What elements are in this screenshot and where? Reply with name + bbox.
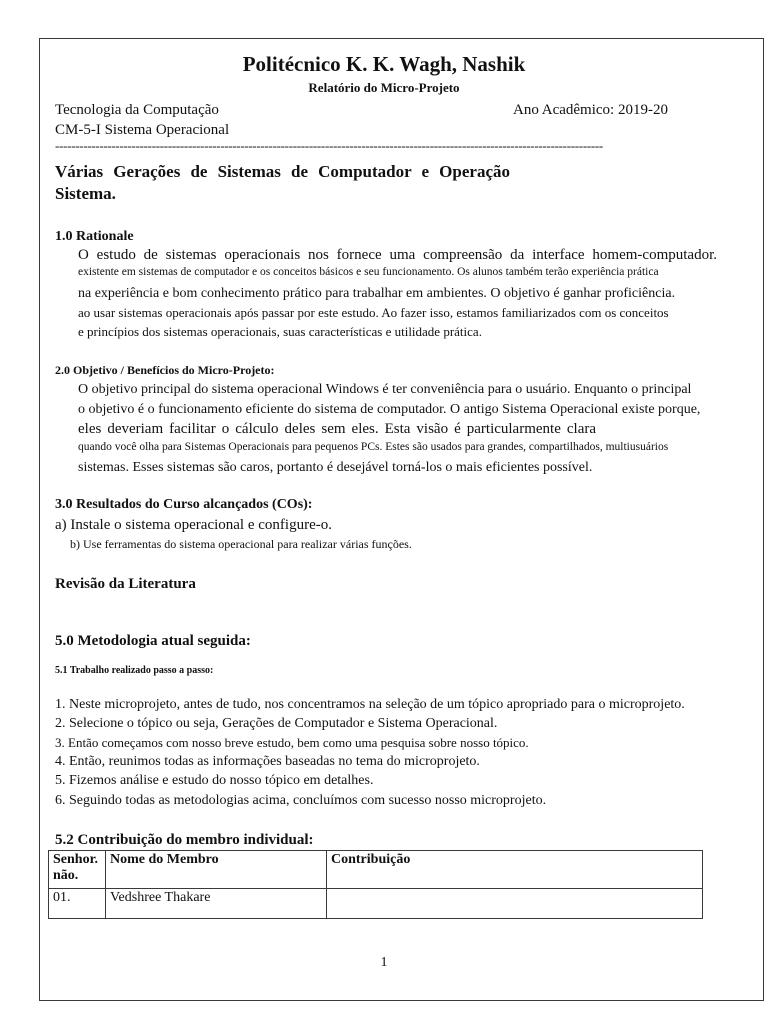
cell-member-name: Vedshree Thakare xyxy=(106,889,327,919)
cell-serial: 01. xyxy=(49,889,106,919)
step-2: 2. Selecione o tópico ou seja, Gerações de Computador e Sistema Operacional. xyxy=(55,716,498,731)
methodology-heading: 5.0 Metodologia atual seguida: xyxy=(55,633,251,649)
rationale-line-1: O estudo de sistemas operacionais nos fornece uma compreensão da interface homem-computador. xyxy=(78,247,717,263)
objective-line-1: O objetivo principal do sistema operacional Windows é ter conveniência para o usuário. Enquanto o principal xyxy=(78,382,692,397)
separator-line: ---------------------------------------------------------------------------------------------------------------------------------------- xyxy=(55,138,603,153)
topic-title xyxy=(55,161,510,205)
contribution-table xyxy=(48,850,703,919)
objective-line-4: quando você olha para Sistemas Operacionais para pequenos PCs. Estes são usados para grandes, compartilhados, multiusuários xyxy=(78,441,669,453)
objective-line-2: o objetivo é o funcionamento eficiente do sistema de computador. O antigo Sistema Operacional existe porque, xyxy=(78,402,701,417)
step-1: 1. Neste microprojeto, antes de tudo, nos concentramos na seleção de um tópico apropriado para o microprojeto. xyxy=(55,697,685,712)
rationale-line-3: na experiência e bom conhecimento prático para trabalhar em ambientes. O objetivo é ganhar proficiência. xyxy=(78,286,676,301)
objective-heading: 2.0 Objetivo / Benefícios do Micro-Projeto: xyxy=(55,363,275,377)
methodology-subheading: 5.1 Trabalho realizado passo a passo: xyxy=(55,665,214,676)
course-label: CM-5-I Sistema Operacional xyxy=(55,122,230,138)
contribution-heading: 5.2 Contribuição do membro individual: xyxy=(55,832,314,848)
rationale-line-2: existente em sistemas de computador e os conceitos básicos e seu funcionamento. Os alunos também terão experiência prática xyxy=(78,266,659,278)
academic-year: Ano Acadêmico: 2019-20 xyxy=(513,102,668,118)
column-header-contribution: Contribuição xyxy=(327,851,703,889)
step-5: 5. Fizemos análise e estudo do nosso tópico em detalhes. xyxy=(55,773,374,788)
outcome-a: a) Instale o sistema operacional e configure-o. xyxy=(55,517,332,533)
objective-line-3: eles deveriam facilitar o cálculo deles sem eles. Esta visão é particularmente clara xyxy=(78,421,596,437)
topic-title-line-2: Sistema. xyxy=(55,184,116,203)
department-label: Tecnologia da Computação xyxy=(55,102,219,118)
step-3: 3. Então começamos com nosso breve estudo, bem como uma pesquisa sobre nosso tópico. xyxy=(55,735,529,750)
step-6: 6. Seguindo todas as metodologias acima, concluímos com sucesso nosso microprojeto. xyxy=(55,793,547,808)
cell-contribution xyxy=(327,889,703,919)
step-4: 4. Então, reunimos todas as informações baseadas no tema do microprojeto. xyxy=(55,754,480,769)
objective-line-5: sistemas. Esses sistemas são caros, portanto é desejável torná-los o mais eficientes possível. xyxy=(78,460,593,475)
topic-title-line-1: Várias Gerações de Sistemas de Computador e Operação xyxy=(55,162,510,181)
rationale-line-4: ao usar sistemas operacionais após passar por este estudo. Ao fazer isso, estamos familiarizados com os conceitos xyxy=(78,305,669,320)
literature-heading: Revisão da Literatura xyxy=(55,576,196,592)
table-header-row xyxy=(49,851,703,889)
report-subtitle: Relatório do Micro-Projeto xyxy=(308,80,460,95)
outcome-b: b) Use ferramentas do sistema operacional para realizar várias funções. xyxy=(70,537,412,551)
column-header-serial: Senhor. não. xyxy=(49,851,106,889)
column-header-member-name: Nome do Membro xyxy=(106,851,327,889)
table-row xyxy=(49,889,703,919)
outcomes-heading: 3.0 Resultados do Curso alcançados (COs): xyxy=(55,497,313,512)
page-number: 1 xyxy=(380,955,388,970)
rationale-line-5: e princípios dos sistemas operacionais, suas características e utilidade prática. xyxy=(78,324,482,339)
rationale-heading: 1.0 Rationale xyxy=(55,229,134,244)
institute-title: Politécnico K. K. Wagh, Nashik xyxy=(242,52,526,76)
